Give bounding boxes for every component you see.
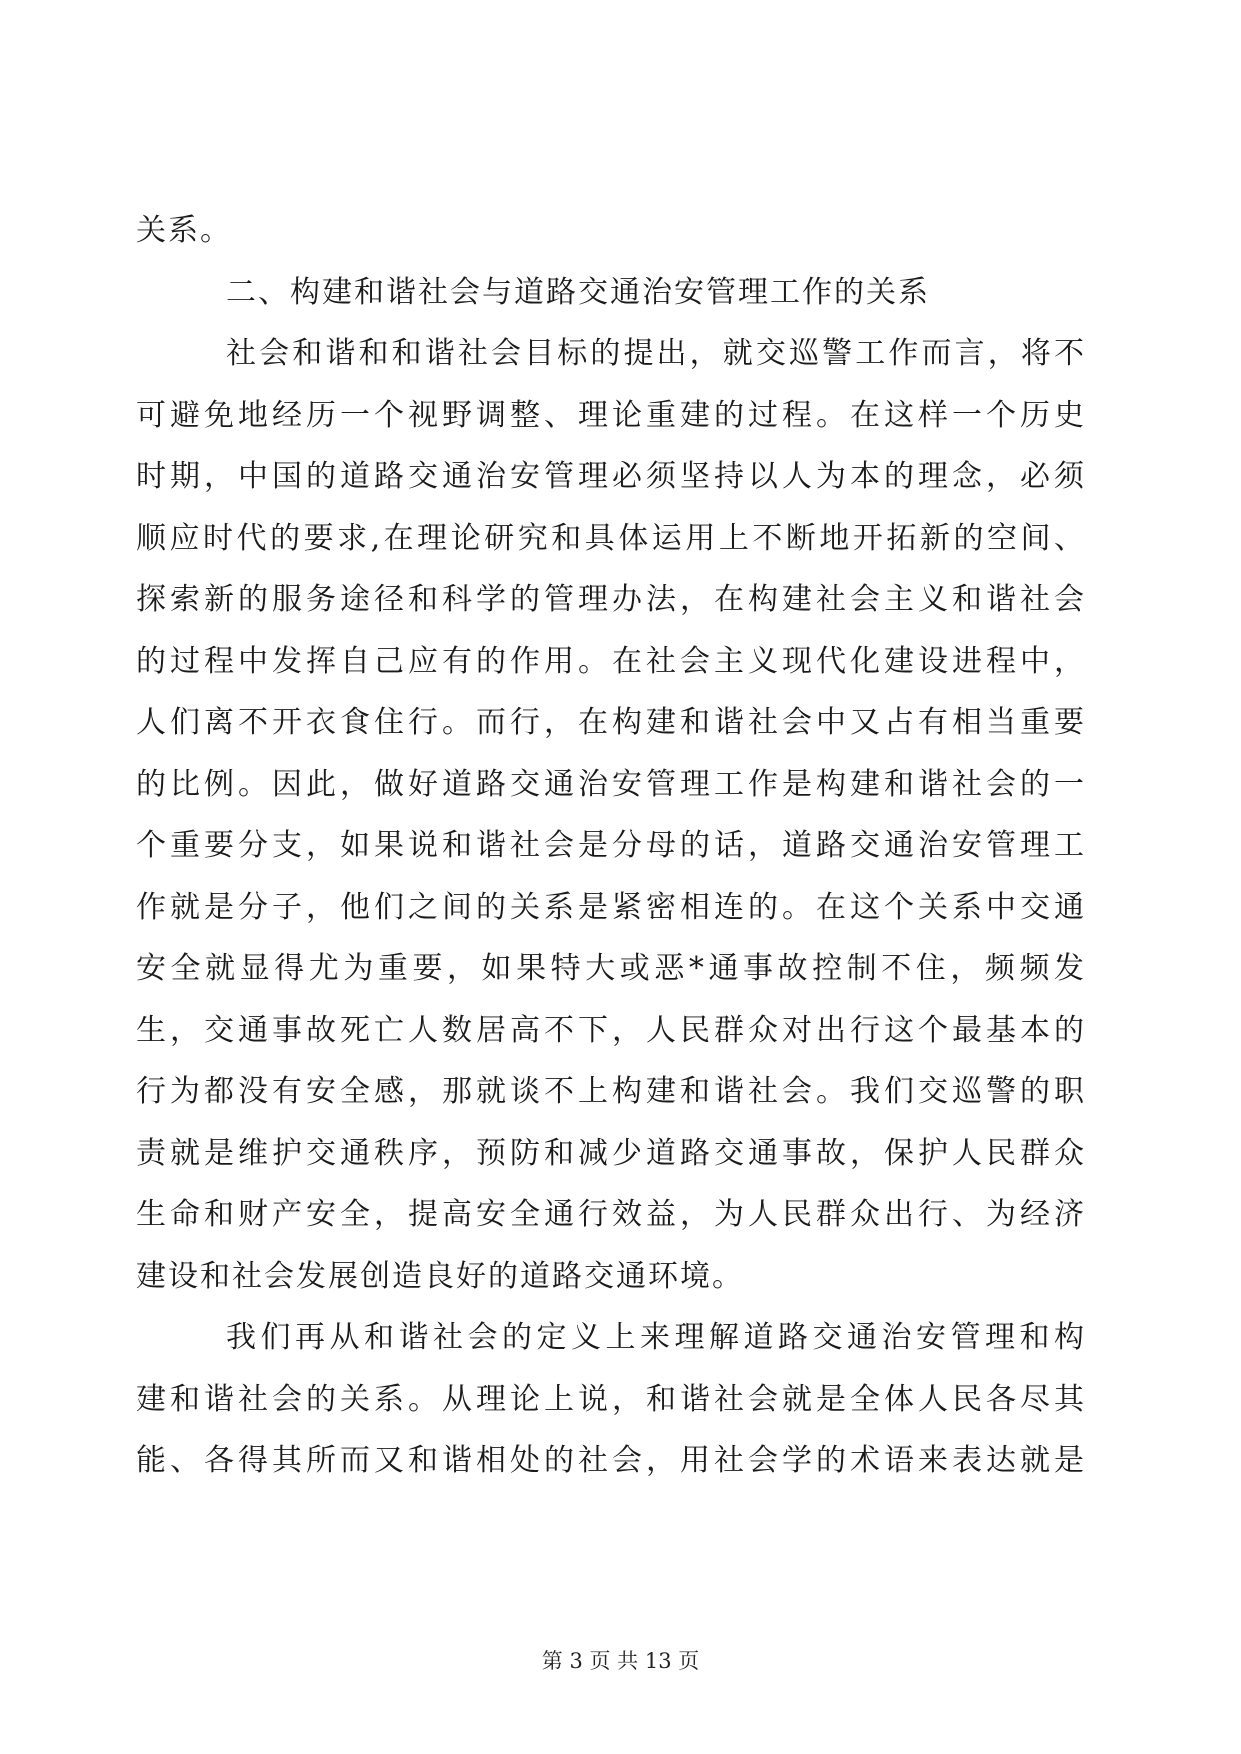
body-text bbox=[136, 200, 1086, 1492]
paragraph-line: 行为都没有安全感，那就谈不上构建和谐社会。我们交巡警的职 bbox=[136, 1074, 1086, 1109]
paragraph-line: 探索新的服务途径和科学的管理办法，在构建社会主义和谐社会 bbox=[136, 582, 1086, 617]
paragraph-line: 建和谐社会的关系。从理论上说，和谐社会就是全体人民各尽其 bbox=[136, 1381, 1086, 1417]
paragraph-line: 的比例。因此，做好道路交通治安管理工作是构建和谐社会的一 bbox=[136, 766, 1086, 802]
section-heading: 二、构建和谐社会与道路交通治安管理工作的关系 bbox=[226, 274, 930, 310]
paragraph-line: 作就是分子，他们之间的关系是紧密相连的。在这个关系中交通 bbox=[136, 889, 1086, 925]
paragraph-line: 建设和社会发展创造良好的道路交通环境。 bbox=[136, 1258, 744, 1294]
paragraph-line: 可避免地经历一个视野调整、理论重建的过程。在这样一个历史 bbox=[136, 397, 1086, 433]
paragraph-line: 个重要分支，如果说和谐社会是分母的话，道路交通治安管理工 bbox=[136, 828, 1086, 863]
paragraph-line: 顺应时代的要求,在理论研究和具体运用上不断地开拓新的空间、 bbox=[136, 520, 1086, 556]
paragraph-line: 生命和财产安全，提高安全通行效益，为人民群众出行、为经济 bbox=[136, 1197, 1086, 1232]
paragraph-line: 我们再从和谐社会的定义上来理解道路交通治安管理和构 bbox=[226, 1320, 1086, 1355]
paragraph-line: 时期，中国的道路交通治安管理必须坚持以人为本的理念，必须 bbox=[136, 459, 1086, 494]
paragraph-line: 能、各得其所而又和谐相处的社会，用社会学的术语来表达就是 bbox=[136, 1443, 1086, 1478]
page-number-footer: 第 3 页 共 13 页 bbox=[541, 1649, 700, 1673]
paragraph-line: 责就是维护交通秩序，预防和减少道路交通事故，保护人民群众 bbox=[136, 1135, 1086, 1171]
paragraph-line: 生，交通事故死亡人数居高不下，人民群众对出行这个最基本的 bbox=[136, 1012, 1086, 1048]
paragraph-line: 人们离不开衣食住行。而行，在构建和谐社会中又占有相当重要 bbox=[136, 705, 1086, 740]
paragraph-line: 社会和谐和和谐社会目标的提出，就交巡警工作而言，将不 bbox=[226, 336, 1086, 371]
paragraph-line: 的过程中发挥自己应有的作用。在社会主义现代化建设进程中， bbox=[136, 643, 1086, 679]
paragraph-line: 安全就显得尤为重要，如果特大或恶*通事故控制不住，频频发 bbox=[136, 951, 1086, 986]
text-line: 关系。 bbox=[136, 213, 232, 248]
